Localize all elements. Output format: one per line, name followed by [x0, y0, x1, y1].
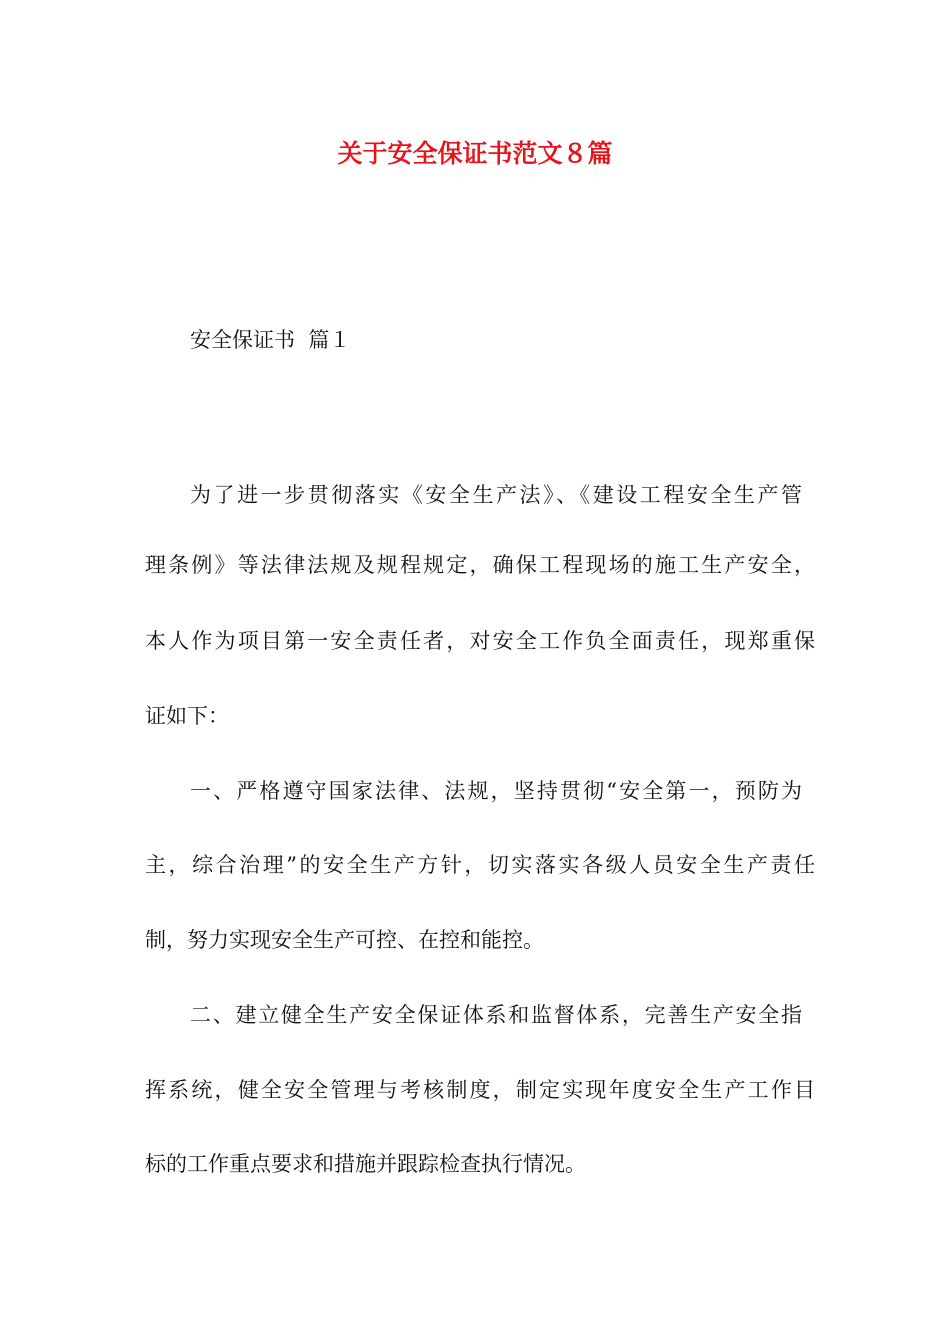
paragraph-line: 挥系统，健全安全管理与考核制度，制定实现年度安全生产工作目	[145, 1078, 815, 1102]
paragraph-line: 二、建立健全生产安全保证体系和监督体系，完善生产安全指	[190, 1003, 802, 1027]
section-heading: 安全保证书 篇１	[190, 328, 351, 352]
paragraph-line: 主，综合治理”的安全生产方针，切实落实各级人员安全生产责任	[145, 853, 815, 877]
paragraph-line: 证如下：	[145, 704, 229, 728]
paragraph-line: 本人作为项目第一安全责任者，对安全工作负全面责任，现郑重保	[145, 629, 815, 653]
document-title: 关于安全保证书范文８篇	[337, 139, 613, 168]
paragraph-line: 理条例》等法律法规及规程规定，确保工程现场的施工生产安全，	[145, 553, 815, 577]
paragraph-line: 标的工作重点要求和措施并跟踪检查执行情况。	[145, 1152, 586, 1176]
paragraph-line: 制，努力实现安全生产可控、在控和能控。	[145, 928, 544, 952]
paragraph-line: 为了进一步贯彻落实《安全生产法》、《建设工程安全生产管	[190, 483, 802, 507]
paragraph-line: 一、严格遵守国家法律、法规，坚持贯彻“安全第一，预防为	[190, 779, 802, 803]
